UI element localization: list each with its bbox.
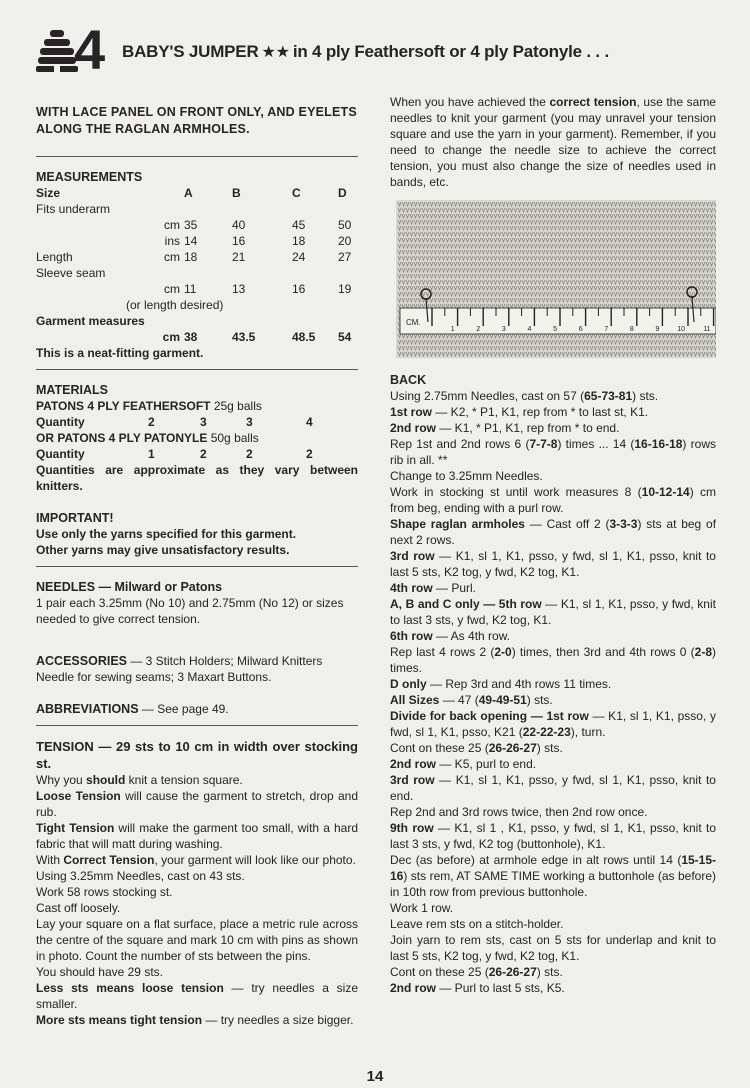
instruction-line: 6th row — As 4th row. <box>390 629 511 643</box>
ruler-number: 6 <box>578 326 583 333</box>
knitted-swatch-image <box>396 200 716 358</box>
instruction-line: 4th row — Purl. <box>390 581 477 595</box>
instruction-line: D only — Rep 3rd and 4th rows 11 times. <box>390 677 612 691</box>
instruction-line: Change to 3.25mm Needles. <box>390 469 543 483</box>
divider <box>36 369 358 370</box>
instruction-line: Rep 1st and 2nd rows 6 (7-7-8) times ... 14 (16-16-18) rows rib in all. ** <box>390 437 716 467</box>
instruction-line: Divide for back opening — 1st row — K1, sl 1, K1, psso, y fwd, sl 1, K1, psso, K21 (22-22-23), turn. <box>390 709 716 739</box>
divider <box>36 156 358 157</box>
ruler-number: 8 <box>629 326 634 333</box>
instruction-line: 9th row — K1, sl 1 , K1, psso, y fwd, sl 1, K1, psso, knit to last 3 sts, y fwd, K2 tog (buttonhole), K1. <box>390 821 716 851</box>
difficulty-stars: ★★ <box>261 44 290 61</box>
left-column <box>36 104 358 1028</box>
right-column <box>390 94 716 996</box>
instruction-line: Using 2.75mm Needles, cast on 57 (65-73-81) sts. <box>390 389 659 403</box>
pattern-number: 4 <box>74 18 104 81</box>
abbreviations-section: ABBREVIATIONS — See page 49. <box>36 702 229 716</box>
intro-text: WITH LACE PANEL ON FRONT ONLY, AND EYELETS ALONG THE RAGLAN ARMHOLES. <box>36 105 357 136</box>
instruction-line: Dec (as before) at armhole edge in alt rows until 14 (15-15-16) sts rem, AT SAME TIME working a buttonhole (as before) in 10th row from previous buttonhole. <box>390 853 716 899</box>
instruction-line: Shape raglan armholes — Cast off 2 (3-3-3) sts at beg of next 2 rows. <box>390 517 717 547</box>
instruction-line: Work in stocking st until work measures 8 (10-12-14) cm from beg, ending with a purl row. <box>390 485 717 515</box>
instruction-line: Rep last 4 rows 2 (2-0) times, then 3rd and 4th rows 0 (2-8) times. <box>390 645 716 675</box>
instruction-line: Cont on these 25 (26-26-27) sts. <box>390 741 563 755</box>
back-instructions <box>390 388 716 996</box>
divider <box>36 725 358 726</box>
instruction-line: 3rd row — K1, sl 1, K1, psso, y fwd, sl 1, K1, psso, knit to end. <box>390 773 716 803</box>
important-section: IMPORTANT! Use only the yarns specified for this garment. Other yarns may give unsatisfactory results. <box>36 511 297 557</box>
ruler-number: 9 <box>655 326 660 333</box>
accessories-section: ACCESSORIES — 3 Stitch Holders; Milward Knitters Needle for sewing seams; 3 Maxart Buttons. <box>36 654 323 684</box>
measurements-section: MEASUREMENTS Size A B C D Fits underarm cm 35 40 45 50 ins 14 16 18 20 Length cm 18 21 24 27 Sleeve seam cm 11 13 16 19 (or length desired) Garment measures cm 38 43.5 48.5 54 This is a neat-fitting garment. <box>36 169 358 361</box>
instruction-line: All Sizes — 47 (49-49-51) sts. <box>390 693 553 707</box>
instruction-line: Join yarn to rem sts, cast on 5 sts for underlap and knit to last 5 sts, K2 tog, y fwd, K2 tog, K1. <box>390 933 716 963</box>
ruler-number: 2 <box>476 326 481 333</box>
instruction-line: Work 1 row. <box>390 901 454 915</box>
instruction-line: 2nd row — K1, * P1, K1, rep from * to end. <box>390 421 620 435</box>
instruction-line: 2nd row — Purl to last 5 sts, K5. <box>390 981 565 995</box>
ruler <box>400 308 716 334</box>
neat-fitting-note: This is a neat-fitting garment. <box>36 346 204 360</box>
ruler-number: 7 <box>604 326 609 333</box>
ruler-number: 1 <box>450 326 455 333</box>
instruction-line: Cont on these 25 (26-26-27) sts. <box>390 965 563 979</box>
tension-section: TENSION — 29 sts to 10 cm in width over stocking st. Why you should knit a tension square. Loose Tension will cause the garment to stretch, drop and rub. Tight Tension will make the garment too small, with a hard fabric that will matt during washing. With Correct Tension, your garment will look like our photo. Using 3.25mm Needles, cast on 43 sts. Work 58 rows stocking st. Cast off loosely. Lay your square on a flat surface, place a metric rule across the centre of the square and mark 10 cm with pins as shown in photo. Count the number of sts between the pins. You should have 29 sts. Less sts means loose tension — try needles a size smaller. More sts means tight tension — try needles a size bigger. <box>36 739 358 1027</box>
instruction-line: Rep 2nd and 3rd rows twice, then 2nd row once. <box>390 805 648 819</box>
ruler-number: 5 <box>553 326 557 333</box>
divider <box>36 566 358 567</box>
instruction-line: Leave rem sts on a stitch-holder. <box>390 917 564 931</box>
instruction-line: 3rd row — K1, sl 1, K1, psso, y fwd, sl 1, K1, psso, knit to last 5 sts, K2 tog, y fwd, K2 tog, K1. <box>390 549 716 579</box>
instruction-line: A, B and C only — 5th row — K1, sl 1, K1, psso, y fwd, knit to last 3 sts, y fwd, K2 tog, K1. <box>390 597 716 627</box>
ruler-number: 10 <box>677 326 685 333</box>
materials-section: MATERIALS PATONS 4 PLY FEATHERSOFT 25g balls Quantity 2 3 3 4 OR PATONS 4 PLY PATONYLE 50g balls Quantity 1 2 2 2 Quantities are approximate as they vary between knitters. <box>36 383 358 493</box>
instruction-line: 2nd row — K5, purl to end. <box>390 757 537 771</box>
ruler-number: 3 <box>501 326 506 333</box>
correct-tension-text: When you have achieved the correct tension, use the same needles to knit your garment (you may unravel your tension square and use the yarn in your garment). Remember, if you need to change the needle size to achieve the correct tension, you must also change the size of needles used in bands, etc. <box>390 95 716 189</box>
page-number: 14 <box>366 1068 384 1085</box>
ruler-number: 4 <box>527 326 532 333</box>
ruler-number: 11 <box>703 326 711 333</box>
tension-square-photo <box>396 200 716 358</box>
needles-section: NEEDLES — Milward or Patons 1 pair each 3.25mm (No 10) and 2.75mm (No 12) or sizes needed to give correct tension. <box>36 580 344 626</box>
back-title: BACK <box>390 373 427 387</box>
ruler-unit-label: CM. <box>406 318 421 327</box>
measurements-table: Size A B C D Fits underarm cm 35 40 45 50 ins 14 16 18 20 Length cm 18 21 24 27 Sleeve seam cm 11 13 16 19 (or length desired) Garment measures cm 38 43.5 48.5 54 <box>36 186 352 344</box>
beehive-icon <box>36 28 78 74</box>
instruction-line: 1st row — K2, * P1, K1, rep from * to last st, K1. <box>390 405 649 419</box>
pattern-title: BABY'S JUMPER ★★ in 4 ply Feathersoft or 4 ply Patonyle . . . <box>122 42 609 61</box>
pattern-header <box>36 18 726 81</box>
